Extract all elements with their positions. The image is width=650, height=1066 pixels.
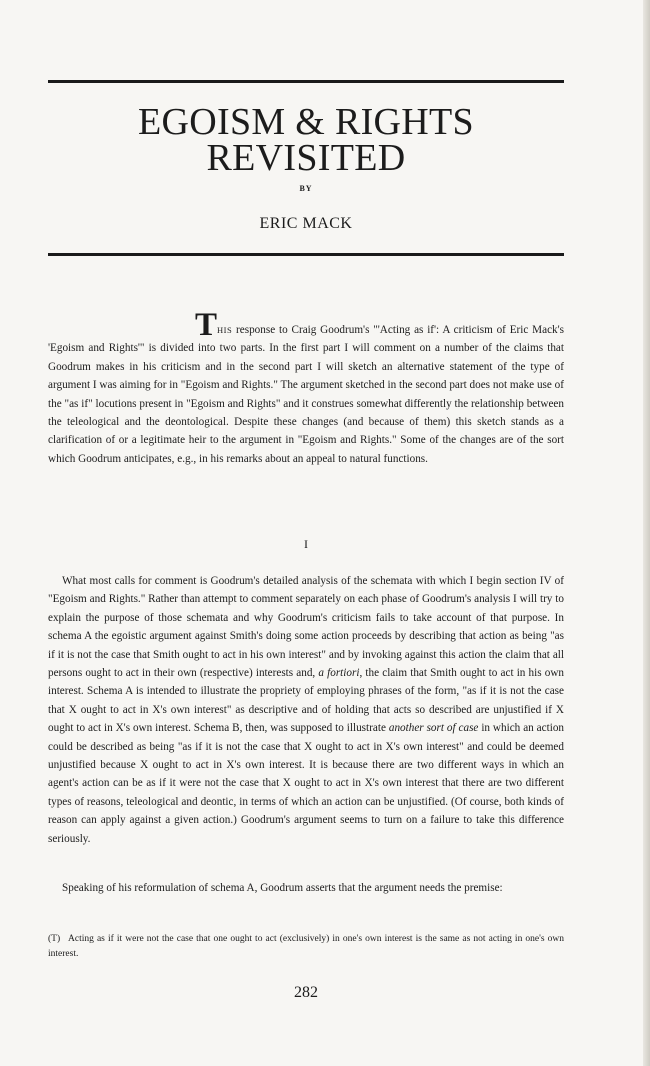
article-title: EGOISM & RIGHTS REVISITED [138,101,474,179]
body-paragraph-3: Speaking of his reformulation of schema A, Goodrum asserts that the argument needs the premise: [62,882,503,894]
intro-text: response to Craig Goodrum's "'Acting as if': A criticism of Eric Mack's 'Egoism and Rights'" is divided into two parts. In the first part I will comment on a number of the claims that Goodrum makes in his criticism and in the second part I will sketch an alternative statement of the type of argument I was aiming for in "Egoism and Rights." The argument sketched in the second part does not make use of the "as if" locutions present in "Egoism and Rights" and it construes somewhat differently the relationship between the teleological and the deontological. Despite these changes (and because of them) this sketch stands as a clarification of or a legitimate heir to the argument in "Egoism and Rights." Some of the changes are of the sort which Goodrum anticipates, e.g., in his remarks about an appeal to natural functions. [48,324,564,465]
premise-text: Acting as if it were not the case that one ought to act (exclusively) in one's own interest is the same as not acting in one's own interest. [48,934,564,960]
page-number: 282 [294,984,318,1001]
paragraph-2-text-a: What most calls for comment is Goodrum's detailed analysis of the schemata with which I begin section IV of "Egoism and Rights." Rather than attempt to comment separately on each phase of Goodrum's analysis I will try to explain the purpose of those schemata and why Goodrum's criticism fails to take account of that purpose. In schema A the egoistic argument against Smith's doing some action proceeds by describing that action as being "as if it is not the case that Smith ought to act in his own interest" and by invoking against this action the claim that all persons ought to act in their own (respective) interests and, [48,575,564,680]
section-number: I [304,537,308,551]
header-rule-bottom [48,253,564,256]
premise-label: (T) [48,934,61,944]
page-edge-shadow [643,0,650,1066]
premise-quote [48,932,564,962]
intro-paragraph [48,307,564,468]
byline: BY [299,184,313,193]
body-paragraph-2 [48,572,564,848]
lead-small-caps: HIS [217,325,233,335]
author-name: ERIC MACK [259,215,353,232]
header-rule-top [48,80,564,83]
drop-cap: T [195,307,218,343]
paragraph-2-italic-a: a fortiori [318,667,360,680]
paragraph-2-italic-b: another sort of case [388,722,479,735]
paragraph-2-text-c: in which an action could be described as being "as if it is not the case that X ought to act in X's own interest" and could be deemed unjustified because X ought to act in X's own interest. It is because there are two different ways in which an agent's action can be as if it were not the case that X ought to act in X's own interest that there are two different types of reasons, teleological and deontic, in terms of which an action can be unjustified. (Of course, both kinds of reason can apply against a given action.) Goodrum's argument seems to turn on a failure to take this difference seriously. [48,722,565,845]
paragraph-2-text-b: , the claim that Smith ought to act in his own interest. Schema A is intended to illustrate the propriety of employing phrases of the form, "as if it is not the case that X ought to act in X's own interest" as descriptive and of holding that acts so described are unjustified if X ought to act in X's own interest. Schema B, then, was supposed to illustrate [48,667,565,735]
